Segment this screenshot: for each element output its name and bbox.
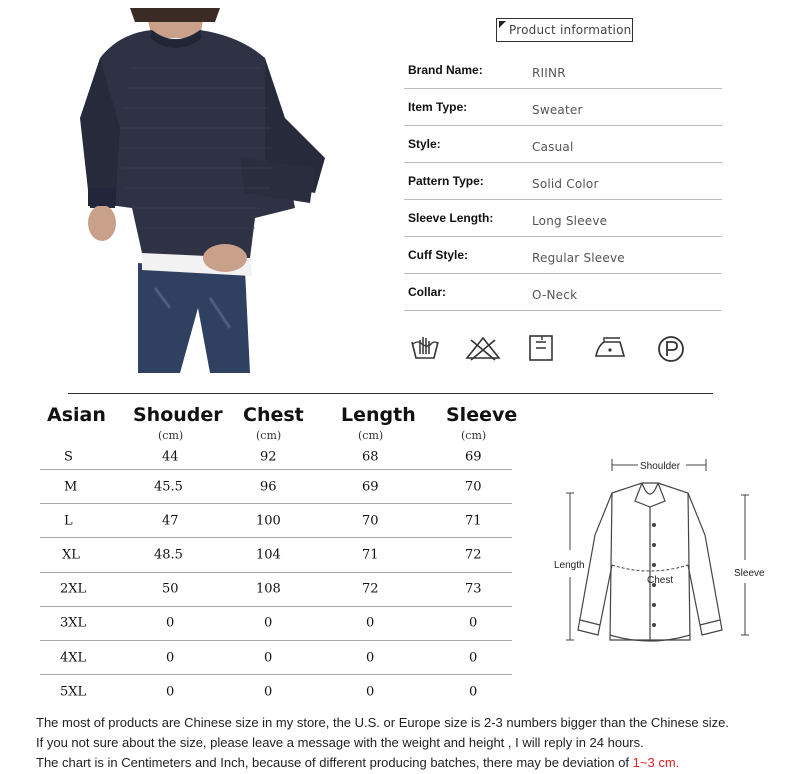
length-cell: 71 [362, 547, 379, 563]
deviation-highlight: 1~3 cm. [632, 755, 680, 770]
corner-triangle-icon [499, 21, 506, 28]
header-chest: Chest [243, 404, 304, 426]
product-info-title: Product information [509, 23, 632, 37]
shoulder-cell: 45.5 [154, 479, 183, 495]
info-row-pattern [404, 163, 722, 200]
table-row [40, 444, 512, 470]
iron-icon [594, 334, 626, 362]
note-line-3 [36, 753, 796, 773]
length-cell: 68 [362, 449, 379, 464]
measurement-diagram [550, 455, 770, 655]
info-row-cuff-style [404, 237, 722, 274]
chest-label: Chest [647, 575, 674, 586]
care-icons [410, 334, 700, 366]
sleeve-cell: 0 [469, 684, 478, 700]
size-notes [36, 713, 796, 773]
header-shoulder: Shouder [133, 404, 223, 426]
table-row [40, 675, 512, 709]
info-key: Item Type: [408, 100, 468, 114]
size-cell: S [64, 449, 73, 464]
info-value: Regular Sleeve [532, 251, 625, 265]
shoulder-cell: 50 [162, 581, 179, 597]
size-cell: 5XL [60, 684, 87, 700]
product-photo [60, 8, 360, 373]
length-cell: 70 [362, 513, 379, 529]
chest-cell: 96 [260, 479, 277, 495]
sleeve-cell: 70 [465, 479, 482, 495]
sleeve-cell: 69 [465, 449, 482, 464]
size-cell: 3XL [60, 615, 87, 631]
info-value: Long Sleeve [532, 214, 608, 228]
sleeve-cell: 0 [469, 650, 478, 666]
header-sleeve: Sleeve [446, 404, 518, 426]
chest-cell: 0 [264, 650, 273, 666]
info-key: Brand Name: [408, 63, 483, 77]
size-cell: XL [62, 547, 80, 563]
table-row [40, 504, 512, 538]
info-value: Solid Color [532, 177, 599, 191]
chest-cell: 108 [256, 581, 281, 597]
length-cell: 0 [366, 615, 375, 631]
size-table-header [40, 404, 518, 444]
sleeve-cell: 73 [465, 581, 482, 597]
info-row-brand [404, 52, 722, 89]
info-key: Style: [408, 137, 441, 151]
info-row-collar [404, 274, 722, 311]
header-length: Length [341, 404, 416, 426]
info-row-item-type [404, 89, 722, 126]
shoulder-label: Shoulder [640, 461, 681, 472]
info-value: O-Neck [532, 288, 578, 302]
info-value: Casual [532, 140, 574, 154]
length-cell: 69 [362, 479, 379, 495]
info-value: Sweater [532, 103, 583, 117]
shoulder-cell: 0 [166, 615, 175, 631]
sleeve-label: Sleeve [734, 568, 765, 579]
unit-label: (cm) [256, 429, 282, 442]
table-row [40, 538, 512, 572]
chest-cell: 104 [256, 547, 281, 563]
table-row [40, 607, 512, 641]
unit-label: (cm) [358, 429, 384, 442]
info-row-sleeve-length [404, 200, 722, 237]
size-cell: 4XL [60, 650, 87, 666]
note-line-3-text: The chart is in Centimeters and Inch, because of different producing batches, there may be deviation of [36, 755, 633, 770]
info-key: Sleeve Length: [408, 211, 494, 225]
product-info-header [496, 18, 633, 42]
info-key: Cuff Style: [408, 248, 468, 262]
header-asian: Asian [47, 404, 106, 426]
note-line-2: If you not sure about the size, please leave a message with the weight and height , I will reply in 24 hours. [36, 735, 644, 750]
size-table [40, 404, 518, 709]
size-cell: 2XL [60, 581, 87, 597]
size-cell: M [64, 479, 78, 495]
line-dry-icon [528, 334, 554, 362]
shirt-diagram-icon [550, 455, 770, 655]
chest-cell: 92 [260, 449, 277, 464]
shoulder-cell: 47 [162, 513, 179, 529]
info-key: Collar: [408, 285, 447, 299]
note-line-1: The most of products are Chinese size in my store, the U.S. or Europe size is 2-3 numbers bigger than the Chinese size. [36, 715, 729, 730]
unit-label: (cm) [158, 429, 184, 442]
size-cell: L [64, 513, 73, 529]
info-key: Pattern Type: [408, 174, 484, 188]
table-row [40, 470, 512, 504]
chest-cell: 0 [264, 684, 273, 700]
dry-clean-p-icon [656, 334, 686, 364]
hand-wash-icon [410, 334, 440, 362]
info-value: RIINR [532, 66, 566, 80]
shoulder-cell: 44 [162, 449, 179, 464]
length-cell: 72 [362, 581, 379, 597]
table-row [40, 641, 512, 675]
sleeve-cell: 0 [469, 615, 478, 631]
sleeve-cell: 71 [465, 513, 482, 529]
chest-cell: 100 [256, 513, 281, 529]
shoulder-cell: 0 [166, 650, 175, 666]
unit-label: (cm) [461, 429, 487, 442]
chest-cell: 0 [264, 615, 273, 631]
shoulder-cell: 48.5 [154, 547, 183, 563]
length-cell: 0 [366, 684, 375, 700]
table-row [40, 573, 512, 607]
length-label: Length [554, 560, 585, 571]
sleeve-cell: 72 [465, 547, 482, 563]
info-row-style [404, 126, 722, 163]
product-info-table [404, 52, 722, 311]
no-bleach-icon [465, 334, 501, 362]
length-cell: 0 [366, 650, 375, 666]
shoulder-cell: 0 [166, 684, 175, 700]
section-divider [68, 393, 713, 394]
